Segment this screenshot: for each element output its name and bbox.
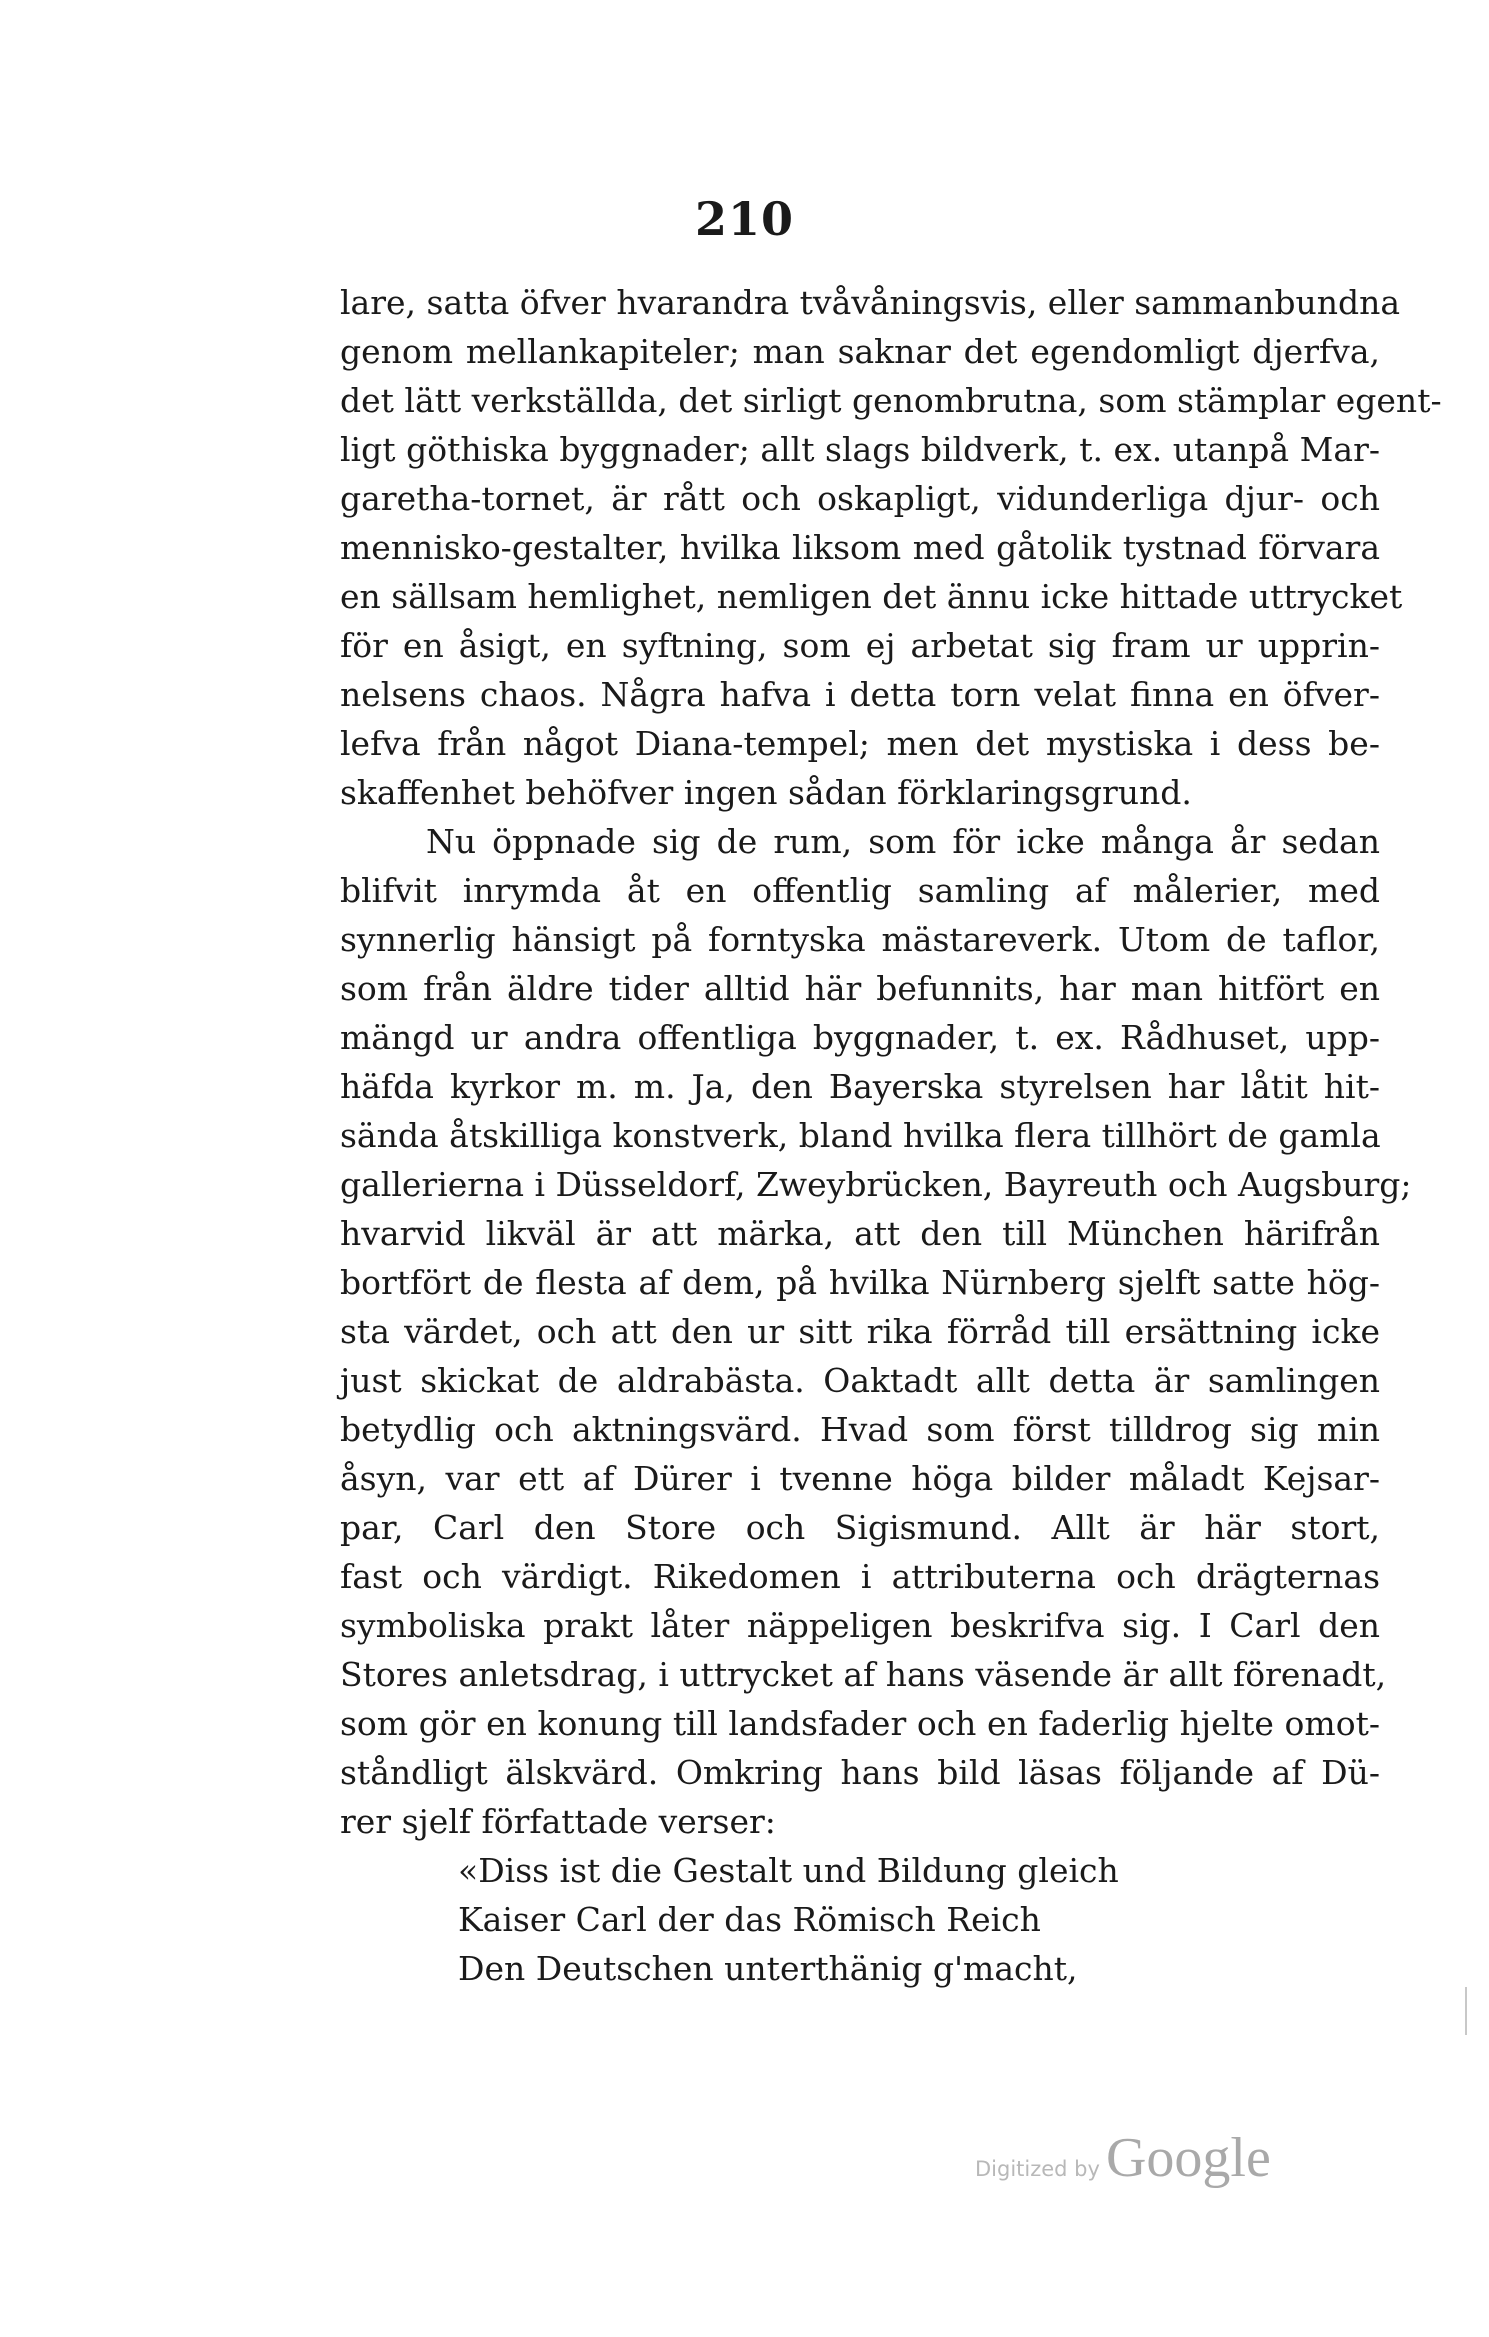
text-line: mennisko-gestalter, hvilka liksom med gåtolik tystnad förvara [340, 528, 1380, 567]
text-line: häfda kyrkor m. m. Ja, den Bayerska styrelsen har låtit hit- [340, 1067, 1380, 1106]
text-line: lare, satta öfver hvarandra tvåvåningsvis, eller sammanbundna [340, 283, 1401, 322]
body-text [340, 278, 1442, 1993]
text-line: rer sjelf författade verser: [340, 1802, 776, 1841]
text-line: synnerlig hänsigt på forntyska mästareverk. Utom de taflor, [340, 920, 1380, 959]
text-line: symboliska prakt låter näppeligen beskrifva sig. I Carl den [340, 1606, 1380, 1645]
text-line: fast och värdigt. Rikedomen i attributerna och drägternas [340, 1557, 1380, 1596]
text-line: en sällsam hemlighet, nemligen det ännu icke hittade uttrycket [340, 577, 1403, 616]
text-line: åsyn, var ett af Dürer i tvenne höga bilder måladt Kejsar- [340, 1459, 1380, 1498]
text-line: lefva från något Diana-tempel; men det mystiska i dess be- [340, 724, 1380, 763]
text-line: skaffenhet behöfver ingen sådan förklaringsgrund. [340, 773, 1192, 812]
text-line: Stores anletsdrag, i uttrycket af hans väsende är allt förenadt, [340, 1655, 1387, 1694]
text-line: betydlig och aktningsvärd. Hvad som först tilldrog sig min [340, 1410, 1380, 1449]
verse-line: Kaiser Carl der das Römisch Reich [458, 1900, 1041, 1939]
text-line: blifvit inrymda åt en offentlig samling af målerier, med [340, 871, 1380, 910]
watermark-prefix: Digitized by [975, 2157, 1100, 2181]
text-line: gallerierna i Düsseldorf, Zweybrücken, Bayreuth och Augsburg; [340, 1165, 1412, 1204]
text-line: som gör en konung till landsfader och en faderlig hjelte omot- [340, 1704, 1380, 1743]
verse-line: Den Deutschen unterthänig g'macht, [458, 1949, 1078, 1988]
text-line: just skickat de aldrabästa. Oaktadt allt detta är samlingen [340, 1361, 1380, 1400]
google-logo: Google [1105, 2127, 1271, 2189]
text-line: ståndligt älskvärd. Omkring hans bild läsas följande af Dü- [340, 1753, 1380, 1792]
page-edge-mark [1465, 1987, 1467, 2035]
text-line: för en åsigt, en syftning, som ej arbetat sig fram ur upprin- [340, 626, 1380, 665]
verse-line: «Diss ist die Gestalt und Bildung gleich [458, 1851, 1119, 1890]
text-line: som från äldre tider alltid här befunnits, har man hitfört en [340, 969, 1380, 1008]
text-line: sta värdet, och att den ur sitt rika förråd till ersättning icke [340, 1312, 1380, 1351]
text-line: garetha-tornet, är rått och oskapligt, vidunderliga djur- och [340, 479, 1380, 518]
page-number: 210 [694, 192, 795, 246]
text-line: genom mellankapiteler; man saknar det egendomligt djerfva, [340, 332, 1380, 371]
text-line: nelsens chaos. Några hafva i detta torn velat finna en öfver- [340, 675, 1380, 714]
text-line: hvarvid likväl är att märka, att den till München härifrån [340, 1214, 1380, 1253]
text-line: sända åtskilliga konstverk, bland hvilka flera tillhört de gamla [340, 1116, 1381, 1155]
text-line: ligt göthiska byggnader; allt slags bildverk, t. ex. utanpå Mar- [340, 430, 1380, 469]
digitized-by-watermark [975, 2126, 1315, 2206]
text-line: det lätt verkställda, det sirligt genombrutna, som stämplar egent- [340, 381, 1442, 420]
text-line: par, Carl den Store och Sigismund. Allt är här stort, [340, 1508, 1380, 1547]
text-line: Nu öppnade sig de rum, som för icke många år sedan [426, 822, 1380, 861]
text-line: bortfört de flesta af dem, på hvilka Nürnberg sjelft satte hög- [340, 1263, 1380, 1302]
text-line: mängd ur andra offentliga byggnader, t. ex. Rådhuset, upp- [340, 1018, 1380, 1057]
